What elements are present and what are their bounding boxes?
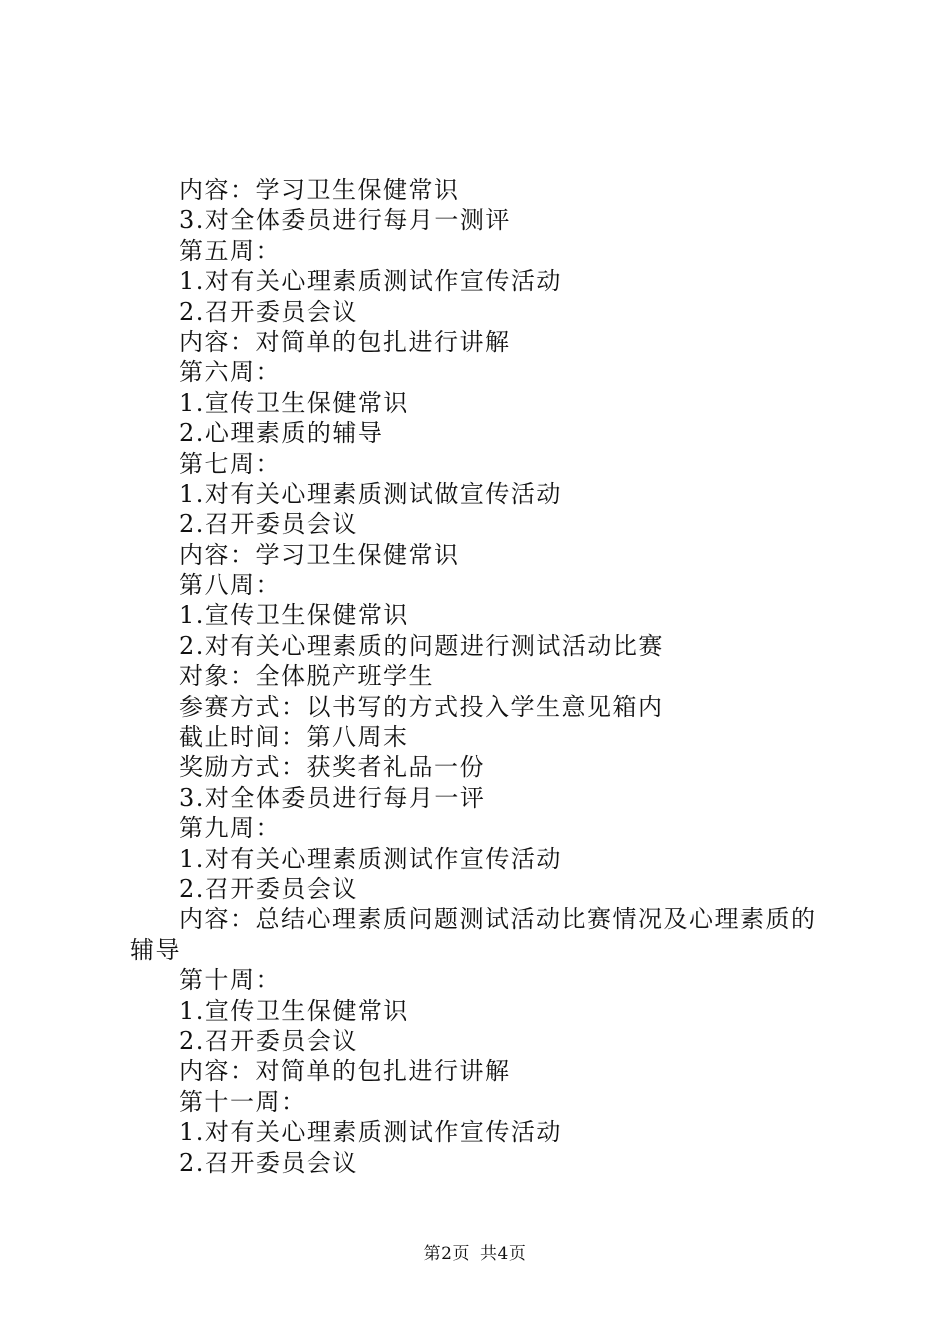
text-line: 1.宣传卫生保健常识 <box>179 996 409 1025</box>
page-total: 共4页 <box>480 1244 527 1264</box>
text-line: 对象：全体脱产班学生 <box>179 662 434 691</box>
week-heading: 第七周： <box>179 449 281 478</box>
week-heading: 第九周： <box>179 814 281 843</box>
text-line: 2.心理素质的辅导 <box>179 419 384 448</box>
text-line: 内容：学习卫生保健常识 <box>179 540 460 569</box>
text-line: 奖励方式：获奖者礼品一份 <box>179 753 485 782</box>
text-line: 2.召开委员会议 <box>179 874 358 903</box>
page-footer <box>0 1243 950 1265</box>
text-line: 3.对全体委员进行每月一评 <box>179 783 486 812</box>
text-line: 3.对全体委员进行每月一测评 <box>179 206 511 235</box>
text-line: 2.召开委员会议 <box>179 297 358 326</box>
text-line: 2.召开委员会议 <box>179 1148 358 1177</box>
text-line: 1.对有关心理素质测试作宣传活动 <box>179 267 562 296</box>
text-line: 参赛方式：以书写的方式投入学生意见箱内 <box>179 692 664 721</box>
text-line: 截止时间：第八周末 <box>179 723 409 752</box>
wrapped-paragraph: 内容：总结心理素质问题测试活动比赛情况及心理素质的辅导 <box>130 905 817 964</box>
page-number: 第2页 <box>423 1244 470 1264</box>
text-line: 1.对有关心理素质测试作宣传活动 <box>179 844 562 873</box>
week-heading: 第五周： <box>179 236 281 265</box>
text-line: 2.召开委员会议 <box>179 510 358 539</box>
week-heading: 第八周： <box>179 571 281 600</box>
week-heading: 第六周： <box>179 358 281 387</box>
text-line: 内容：对简单的包扎进行讲解 <box>179 1057 511 1086</box>
text-line: 内容：对简单的包扎进行讲解 <box>179 327 511 356</box>
text-line: 1.宣传卫生保健常识 <box>179 388 409 417</box>
text-line: 1.对有关心理素质测试作宣传活动 <box>179 1118 562 1147</box>
text-line: 1.对有关心理素质测试做宣传活动 <box>179 479 562 508</box>
document-body <box>130 175 850 1178</box>
text-line: 内容：学习卫生保健常识 <box>179 176 460 204</box>
text-line: 2.对有关心理素质的问题进行测试活动比赛 <box>179 631 664 660</box>
week-heading: 第十一周： <box>179 1087 307 1116</box>
text-line: 1.宣传卫生保健常识 <box>179 601 409 630</box>
text-line: 2.召开委员会议 <box>179 1026 358 1055</box>
week-heading: 第十周： <box>179 966 281 995</box>
